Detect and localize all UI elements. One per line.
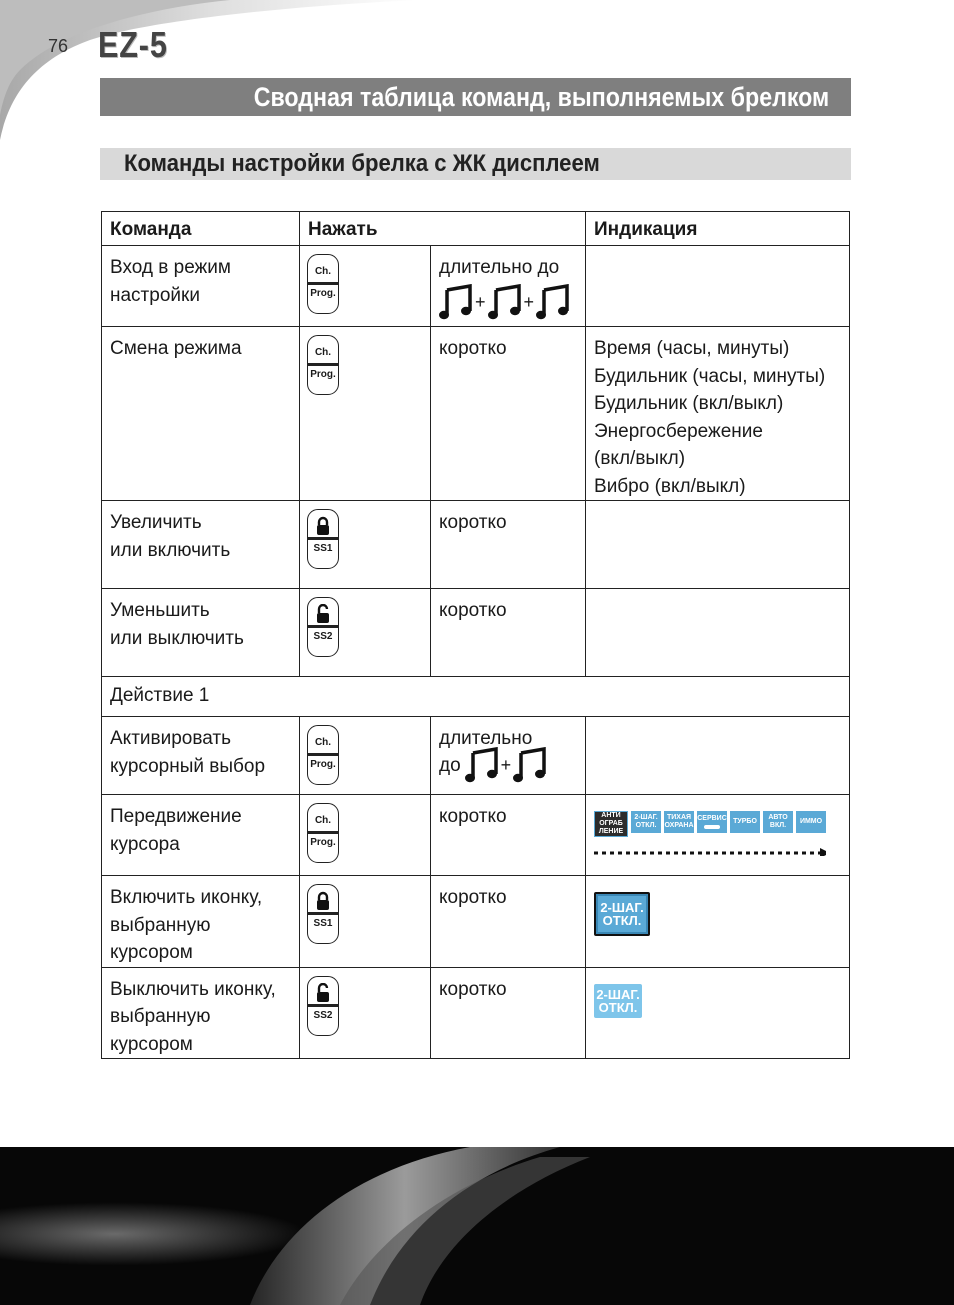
lock-closed-icon [315, 516, 331, 536]
group-label: Действие 1 [102, 677, 850, 717]
duration-cell: коротко [431, 967, 586, 1059]
duration-cell: коротко [431, 795, 586, 876]
music-note-icon [465, 747, 499, 785]
indication-cell [586, 967, 850, 1059]
table-row [102, 795, 850, 876]
column-header-press: Нажать [300, 212, 586, 246]
indication-cell [586, 717, 850, 795]
indication-cell [586, 246, 850, 327]
indication-cell [586, 589, 850, 677]
table-row [102, 717, 850, 795]
column-header-indication: Индикация [586, 212, 850, 246]
indication-cell [586, 795, 850, 876]
duration-cell: коротко [431, 876, 586, 968]
two-step-off-icon: 2-ШАГ. ОТКЛ. [631, 811, 661, 833]
command-cell: Смена режима [102, 327, 300, 501]
table-header-row [102, 212, 850, 246]
two-step-off-disabled-icon: 2-ШАГ. ОТКЛ. [594, 984, 642, 1018]
brand-logo: EZ-5 [98, 24, 168, 65]
music-note-icon [439, 284, 473, 322]
commands-table [101, 211, 850, 1059]
lock-closed-icon [315, 891, 331, 911]
panther-photo-image [0, 1147, 954, 1305]
command-cell: Активировать курсорный выбор [102, 717, 300, 795]
section-title: Команды настройки брелка с ЖК дисплеем [124, 150, 600, 177]
duration-cell: коротко [431, 501, 586, 589]
auto-start-icon: АВТО ВКЛ. [763, 811, 793, 833]
indication-cell [586, 876, 850, 968]
ss1-lock-key-icon: SS1 [307, 884, 339, 944]
turbo-icon: ТУРБО [730, 811, 760, 833]
music-note-icon [488, 284, 522, 322]
section-title-bar [100, 148, 851, 180]
ch-prog-key-icon: Ch. Prog. [307, 803, 339, 863]
page-title: Сводная таблица команд, выполняемых брелком [253, 82, 829, 112]
ch-prog-key-icon: Ch. Prog. [307, 725, 339, 785]
page-title-bar [100, 78, 851, 116]
beep-sequence: до + [439, 747, 577, 785]
group-label-row [102, 677, 850, 717]
duration-cell: длительно до + [431, 717, 586, 795]
key-cell [300, 795, 431, 876]
indication-cell: Время (часы, минуты) Будильник (часы, минуты) Будильник (вкл/выкл) Энергосбережение (вкл/выкл) Вибро (вкл/выкл) [586, 327, 850, 501]
table-row [102, 246, 850, 327]
ss2-lock-key-icon: SS2 [307, 976, 339, 1036]
lock-open-icon [315, 983, 331, 1003]
command-cell: Уменьшить или выключить [102, 589, 300, 677]
footer-decorative-photo [0, 1147, 954, 1305]
cursor-direction-arrow-icon [594, 848, 826, 856]
lock-open-icon [315, 604, 331, 624]
command-cell: Включить иконку, выбранную курсором [102, 876, 300, 968]
column-header-command: Команда [102, 212, 300, 246]
ch-prog-key-icon: Ch. Prog. [307, 335, 339, 395]
immo-icon: ИММО [796, 811, 826, 833]
page-number: 76 [48, 36, 69, 56]
key-cell [300, 327, 431, 501]
ch-prog-key-icon: Ch. Prog. [307, 254, 339, 314]
table-row [102, 967, 850, 1059]
ss1-lock-key-icon: SS1 [307, 509, 339, 569]
table-row [102, 589, 850, 677]
key-cell [300, 717, 431, 795]
silent-arm-icon: ТИХАЯ ОХРАНА [664, 811, 694, 833]
table-row [102, 501, 850, 589]
key-cell [300, 876, 431, 968]
service-icon: СЕРВИС [697, 811, 727, 833]
command-cell: Передвижение курсора [102, 795, 300, 876]
command-cell: Увеличить или включить [102, 501, 300, 589]
music-note-icon [536, 284, 570, 322]
key-cell [300, 967, 431, 1059]
anti-robbery-icon: АНТИ ОГРАБ ЛЕНИЕ [594, 811, 628, 837]
key-cell [300, 501, 431, 589]
indication-cell [586, 501, 850, 589]
ss2-lock-key-icon: SS2 [307, 597, 339, 657]
key-cell [300, 246, 431, 327]
music-note-icon [513, 747, 547, 785]
duration-cell: длительно до + + [431, 246, 586, 327]
duration-cell: коротко [431, 327, 586, 501]
two-step-off-selected-icon: 2-ШАГ. ОТКЛ. [594, 892, 650, 936]
table-row [102, 327, 850, 501]
table-row [102, 876, 850, 968]
command-cell: Вход в режим настройки [102, 246, 300, 327]
command-cell: Выключить иконку, выбранную курсором [102, 967, 300, 1059]
duration-cell: коротко [431, 589, 586, 677]
cursor-icon-strip [594, 811, 841, 837]
key-cell [300, 589, 431, 677]
beep-sequence: + + [439, 284, 577, 322]
